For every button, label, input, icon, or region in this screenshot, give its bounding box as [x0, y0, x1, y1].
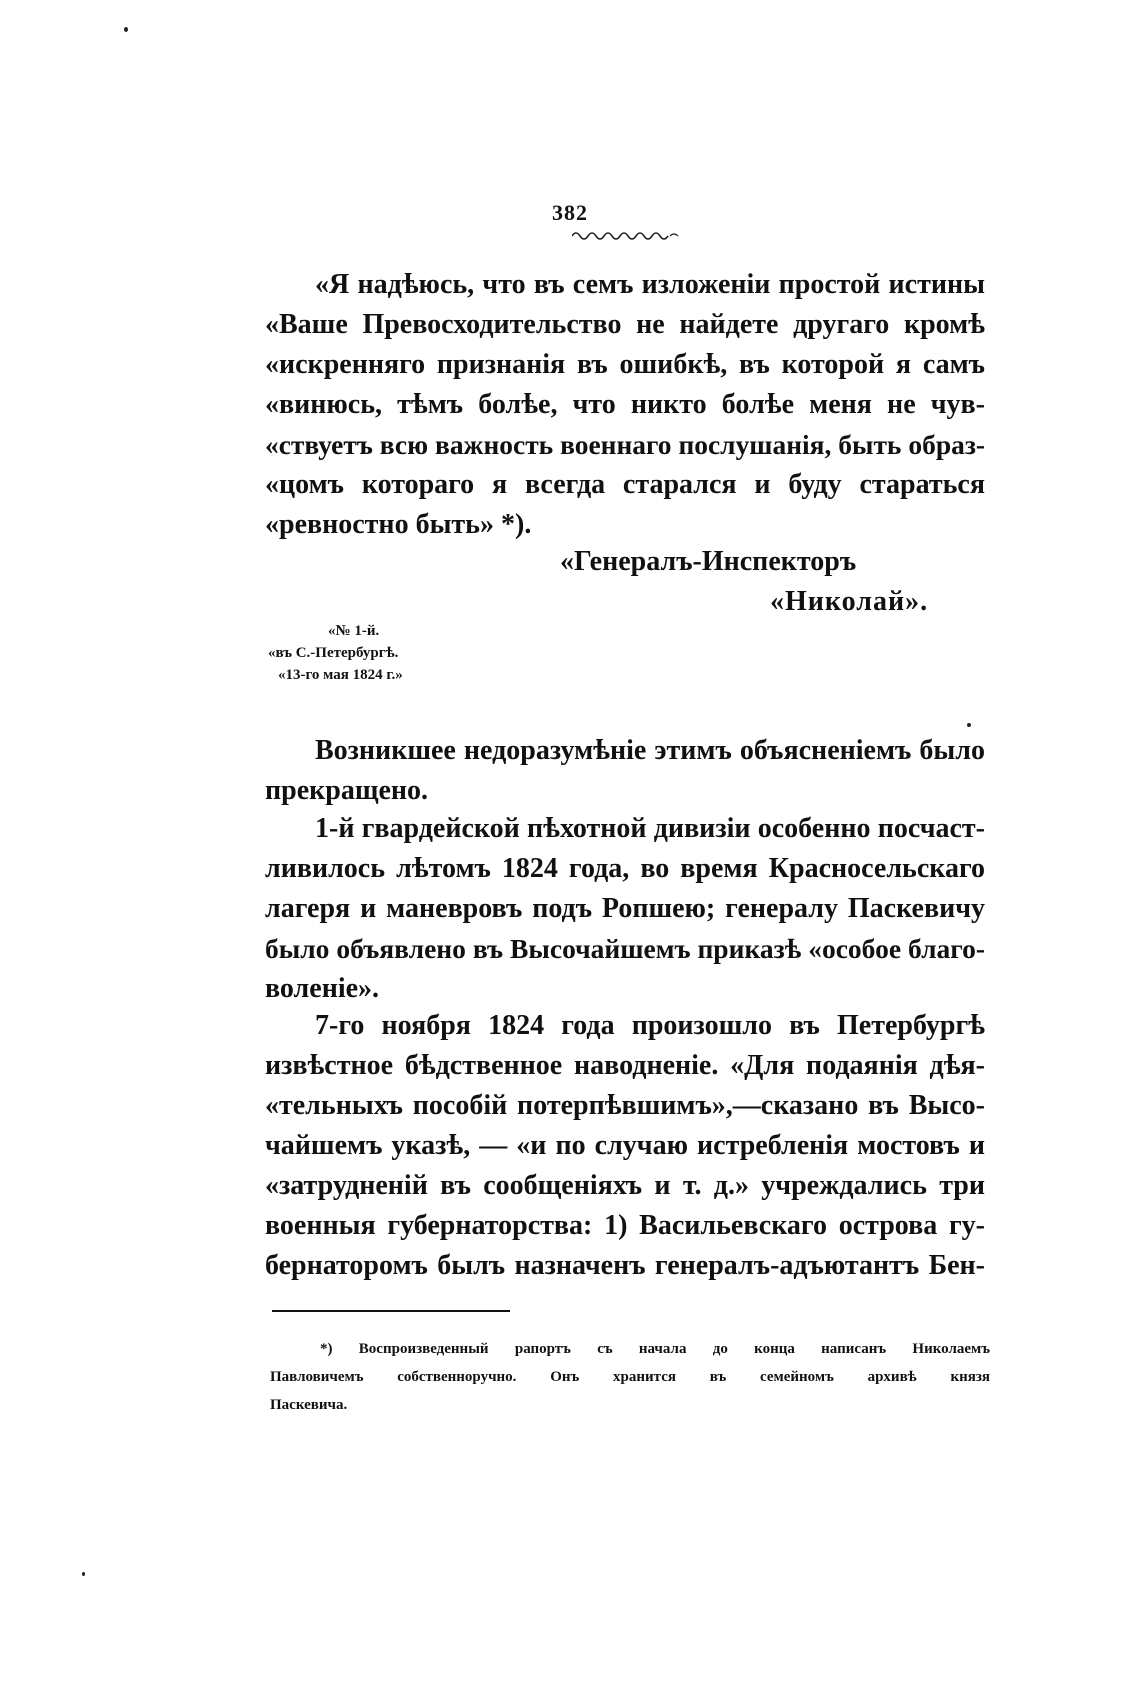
- paragraph-line: чайшемъ указѣ, — «и по случаю истребленія мостовъ и: [265, 1130, 985, 1161]
- page-number-ornament: [572, 228, 682, 240]
- paragraph-line: бернаторомъ былъ назначенъ генералъ-адъютантъ Бен-: [265, 1250, 985, 1281]
- quote-line: «ствуетъ всю важность военнаго послушанія, быть образ-: [265, 430, 985, 460]
- quote-line: «ревностно быть» *).: [265, 509, 532, 540]
- paragraph-line: 1-й гвардейской пѣхотной дивизіи особенно посчаст-: [315, 813, 985, 844]
- footnote-line: Паскевича.: [270, 1397, 348, 1413]
- scan-speck-bottom: [82, 1572, 85, 1576]
- quote-line: «искренняго признанія въ ошибкѣ, въ которой я самъ: [265, 349, 985, 380]
- paragraph-line: извѣстное бѣдственное наводненіе. «Для подаянія дѣя-: [265, 1050, 985, 1081]
- paragraph-line: прекращено.: [265, 775, 429, 806]
- paragraph-line: Возникшее недоразумѣніе этимъ объясненіемъ было: [315, 735, 985, 766]
- paragraph-line: было объявлено въ Высочайшемъ приказѣ «особое благо-: [265, 933, 985, 964]
- scan-speck-top: [124, 27, 128, 32]
- signature-title: «Генералъ-Инспекторъ: [560, 546, 857, 577]
- quote-line: «Ваше Превосходительство не найдете другаго кромѣ: [265, 309, 985, 340]
- paragraph-line: «затрудненій въ сообщеніяхъ и т. д.» учреждались три: [265, 1170, 985, 1201]
- quote-line: «Я надѣюсь, что въ семъ изложеніи простой истины: [315, 269, 985, 300]
- paragraph: [265, 809, 985, 1009]
- signature-name: «Николай».: [770, 586, 929, 617]
- paragraph-line: лагеря и маневровъ подъ Ропшею; генералу Паскевичу: [265, 893, 985, 924]
- dateline: [268, 620, 403, 686]
- paragraph-line: военныя губернаторства: 1) Васильевскаго острова гу-: [265, 1210, 985, 1241]
- footnote-rule: [272, 1310, 510, 1312]
- quote-line: «цомъ котораго я всегда старался и буду стараться: [265, 469, 985, 500]
- scan-speck-right: [967, 723, 971, 727]
- footnote-line: *) Воспроизведенный рапортъ съ начала до конца написанъ Николаемъ: [320, 1341, 990, 1357]
- paragraph: [265, 731, 985, 811]
- paragraph-line: воленіе».: [265, 973, 380, 1004]
- footnote: [270, 1335, 990, 1419]
- paragraph-line: «тельныхъ пособій потерпѣвшимъ»,—сказано въ Высо-: [265, 1090, 985, 1121]
- dateline-date: «13-го мая 1824 г.»: [278, 667, 403, 683]
- quoted-letter: [265, 265, 985, 545]
- paragraph-line: 7-го ноября 1824 года произошло въ Петербургѣ: [315, 1010, 985, 1041]
- quote-line: «винюсь, тѣмъ болѣе, что никто болѣе меня не чув-: [265, 389, 985, 420]
- footnote-line: Павловичемъ собственноручно. Онъ хранится въ семейномъ архивѣ князя: [270, 1369, 990, 1385]
- paragraph-line: ливилось лѣтомъ 1824 года, во время Красносельскаго: [265, 853, 985, 884]
- page-number: 382: [552, 200, 588, 225]
- dateline-number: «№ 1-й.: [328, 623, 380, 639]
- dateline-place: «въ С.-Петербургѣ.: [268, 645, 399, 661]
- paragraph: [265, 1006, 985, 1286]
